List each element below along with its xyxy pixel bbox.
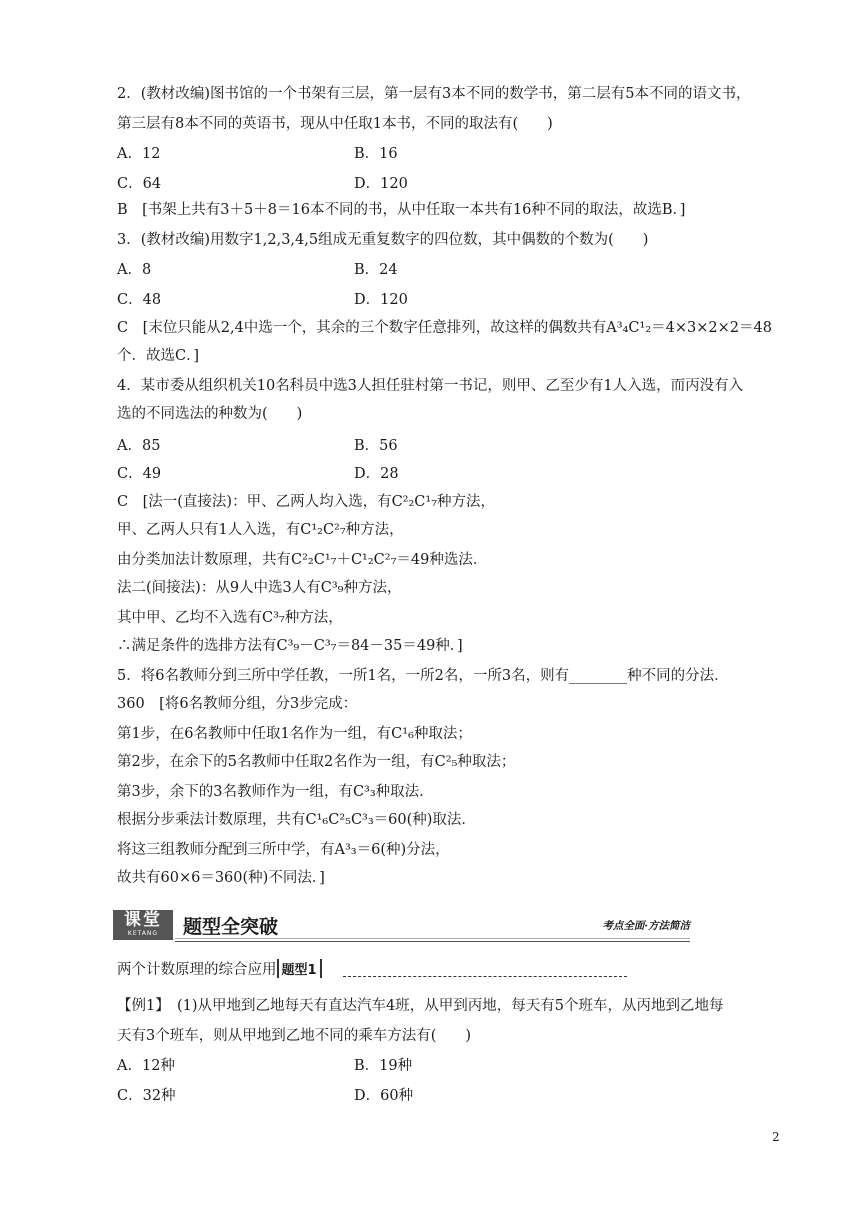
q2-option-c: C．64 bbox=[117, 176, 162, 192]
banner-divider bbox=[175, 941, 690, 942]
q4-line-2: 选的不同选法的种数为( ) bbox=[117, 406, 303, 422]
q5-answer-6: 将这三组教师分配到三所中学，有A³₃＝6(种)分法， bbox=[117, 842, 450, 858]
q3-option-d: D．120 bbox=[354, 292, 408, 308]
q4-line-1: 4．某市委从组织机关10名科员中选3人担任驻村第一书记，则甲、乙至少有1人入选，而丙没有入 bbox=[117, 378, 744, 394]
q4-answer-5: 其中甲、乙均不入选有C³₇种方法， bbox=[117, 610, 343, 626]
section-dashed-rule bbox=[343, 976, 627, 977]
q5-line-1: 5．将6名教师分到三所中学任教，一所1名，一所2名，一所3名，则有________种不同的分法． bbox=[117, 668, 729, 684]
q5-answer-5: 根据分步乘法计数原理，共有C¹₆C²₅C³₃＝60(种)取法． bbox=[117, 812, 476, 828]
q3-line-1: 3．(教材改编)用数字1,2,3,4,5组成无重复数字的四位数，其中偶数的个数为( ) bbox=[117, 232, 649, 248]
q5-answer-1: 360 [将6名教师分组，分3步完成： bbox=[117, 696, 358, 712]
q5-answer-4: 第3步，余下的3名教师作为一组，有C³₃种取法． bbox=[117, 784, 434, 800]
banner-subtitle: 考点全面·方法简洁 bbox=[602, 920, 690, 932]
q3-answer-1: C [末位只能从2,4中选一个，其余的三个数字任意排列，故这样的偶数共有A³₄C¹₂＝4×3×2×2＝48 bbox=[117, 320, 772, 336]
q4-answer-2: 甲、乙两人只有1人入选，有C¹₂C²₇种方法， bbox=[117, 522, 404, 538]
q4-answer-1: C [法一(直接法)：甲、乙两人均入选，有C²₂C¹₇种方法， bbox=[117, 494, 496, 510]
banner-title: 题型全突破 bbox=[183, 916, 279, 938]
q4-answer-6: ∴满足条件的选排方法有C³₉－C³₇＝84－35＝49种．] bbox=[117, 638, 463, 654]
q5-answer-2: 第1步，在6名教师中任取1名作为一组，有C¹₆种取法； bbox=[117, 726, 472, 742]
example-line-2: 天有3个班车，则从甲地到乙地不同的乘车方法有( ) bbox=[117, 1028, 472, 1044]
q5-answer-7: 故共有60×6＝360(种)不同法．] bbox=[117, 870, 325, 886]
q4-option-a: A．85 bbox=[117, 438, 161, 454]
banner-tag-pinyin: KETANG bbox=[127, 930, 159, 937]
q4-option-d: D．28 bbox=[354, 466, 399, 482]
section-heading bbox=[117, 958, 322, 979]
example-line-1: 【例1】 (1)从甲地到乙地每天有直达汽车4班，从甲到丙地，每天有5个班车，从丙地到乙地每 bbox=[117, 998, 724, 1014]
q2-line-2: 第三层有8本不同的英语书，现从中任取1本书，不同的取法有( ) bbox=[117, 116, 553, 132]
q2-line-1: 2．(教材改编)图书馆的一个书架有三层，第一层有3本不同的数学书，第二层有5本不同的语文书， bbox=[117, 86, 751, 102]
example-option-b: B．19种 bbox=[354, 1058, 413, 1074]
q4-option-b: B．56 bbox=[354, 438, 398, 454]
q2-option-b: B．16 bbox=[354, 146, 398, 162]
q4-option-c: C．49 bbox=[117, 466, 162, 482]
q3-answer-2: 个．故选C．] bbox=[117, 348, 200, 364]
page-number: 2 bbox=[772, 1130, 780, 1144]
q2-option-a: A．12 bbox=[117, 146, 161, 162]
q2-option-d: D．120 bbox=[354, 176, 408, 192]
banner-tag-text: 课堂 bbox=[124, 910, 162, 930]
q3-option-b: B．24 bbox=[354, 262, 398, 278]
q2-answer: B [书架上共有3＋5＋8＝16本不同的书，从中任取一本共有16种不同的取法，故选B．] bbox=[117, 202, 686, 218]
example-option-a: A．12种 bbox=[117, 1058, 175, 1074]
q3-option-a: A．8 bbox=[117, 262, 152, 278]
example-option-d: D．60种 bbox=[354, 1088, 414, 1104]
q4-answer-4: 法二(间接法)：从9人中选3人有C³₉种方法， bbox=[117, 580, 402, 596]
example-option-c: C．32种 bbox=[117, 1088, 176, 1104]
section-banner bbox=[113, 908, 690, 942]
banner-divider-light bbox=[175, 938, 690, 939]
q4-answer-3: 由分类加法计数原理，共有C²₂C¹₇＋C¹₂C²₇＝49种选法． bbox=[117, 552, 488, 568]
section-label: 两个计数原理的综合应用 bbox=[117, 962, 277, 978]
type-badge: 题型1 bbox=[277, 959, 322, 978]
q5-answer-3: 第2步，在余下的5名教师中任取2名作为一组，有C²₅种取法； bbox=[117, 754, 516, 770]
q3-option-c: C．48 bbox=[117, 292, 162, 308]
banner-tag bbox=[113, 910, 173, 940]
